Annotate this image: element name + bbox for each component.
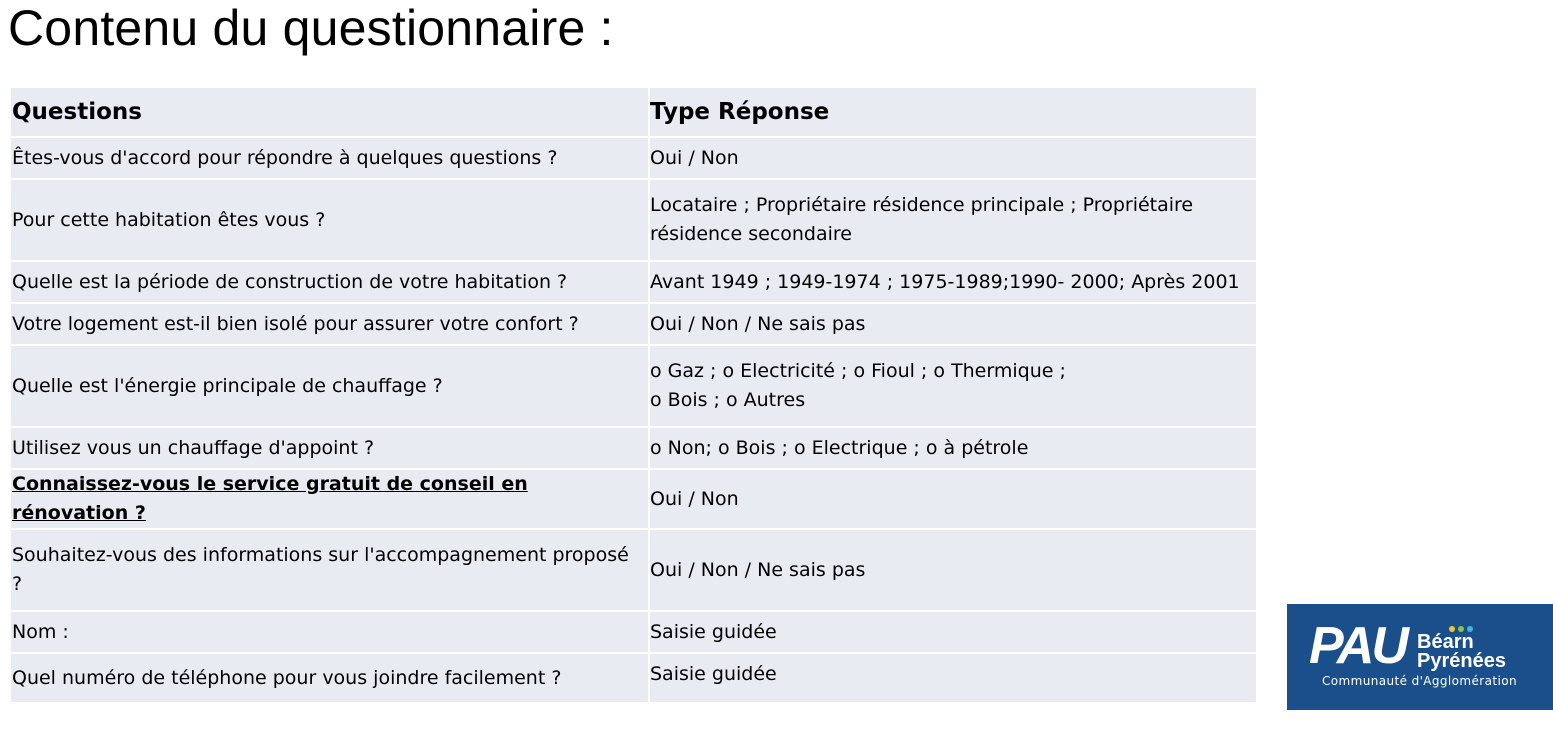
question-cell: Nom : (11, 611, 649, 653)
answer-type-cell: Oui / Non (649, 469, 1256, 529)
column-header-questions: Questions (11, 88, 649, 137)
table-header-row (11, 88, 1256, 137)
table-row (11, 345, 1256, 427)
question-cell: Pour cette habitation êtes vous ? (11, 179, 649, 261)
logo-subtitle: Communauté d'Agglomération (1322, 674, 1517, 688)
answer-type-cell: Oui / Non / Ne sais pas (649, 529, 1256, 611)
logo-pyrenees-text: Pyrénées (1417, 650, 1506, 672)
question-cell: Quel numéro de téléphone pour vous joindre facilement ? (11, 653, 649, 703)
table-row (11, 303, 1256, 345)
table-row (11, 179, 1256, 261)
answer-type-cell: Avant 1949 ; 1949-1974 ; 1975-1989;1990- 2000; Après 2001 (649, 261, 1256, 303)
answer-type-cell: Oui / Non / Ne sais pas (649, 303, 1256, 345)
answer-type-cell (649, 345, 1256, 427)
table-row (11, 261, 1256, 303)
answer-type-cell: Saisie guidée (649, 611, 1256, 653)
answer-type-cell: Locataire ; Propriétaire résidence principale ; Propriétaire résidence secondaire (649, 179, 1256, 261)
answer-type-cell: Saisie guidée (649, 653, 1256, 703)
answer-line: o Gaz ; o Electricité ; o Fioul ; o Thermique ; (650, 360, 1066, 382)
question-cell: Quelle est l'énergie principale de chauffage ? (11, 345, 649, 427)
question-cell: Quelle est la période de construction de votre habitation ? (11, 261, 649, 303)
answer-type-cell: Oui / Non (649, 137, 1256, 179)
logo-pau-text: PAU (1309, 617, 1406, 675)
answer-type-cell: o Non; o Bois ; o Electrique ; o à pétrole (649, 427, 1256, 469)
logo-bearn-text: Béarn (1417, 631, 1474, 653)
page-title: Contenu du questionnaire : (8, 0, 614, 56)
table-row (11, 529, 1256, 611)
question-cell (11, 469, 649, 529)
table-row (11, 611, 1256, 653)
questionnaire-table (11, 88, 1256, 704)
question-cell: Souhaitez-vous des informations sur l'accompagnement proposé ? (11, 529, 649, 611)
answer-line: o Bois ; o Autres (650, 389, 806, 411)
question-cell: Utilisez vous un chauffage d'appoint ? (11, 427, 649, 469)
table-row (11, 427, 1256, 469)
table-row (11, 137, 1256, 179)
table-row (11, 469, 1256, 529)
question-cell: Êtes-vous d'accord pour répondre à quelques questions ? (11, 137, 649, 179)
column-header-type-reponse: Type Réponse (649, 88, 1256, 137)
question-cell: Votre logement est-il bien isolé pour assurer votre confort ? (11, 303, 649, 345)
highlighted-question: Connaissez-vous le service gratuit de conseil en rénovation ? (12, 473, 528, 524)
table-row (11, 653, 1256, 703)
pau-bearn-pyrenees-logo (1287, 604, 1553, 710)
